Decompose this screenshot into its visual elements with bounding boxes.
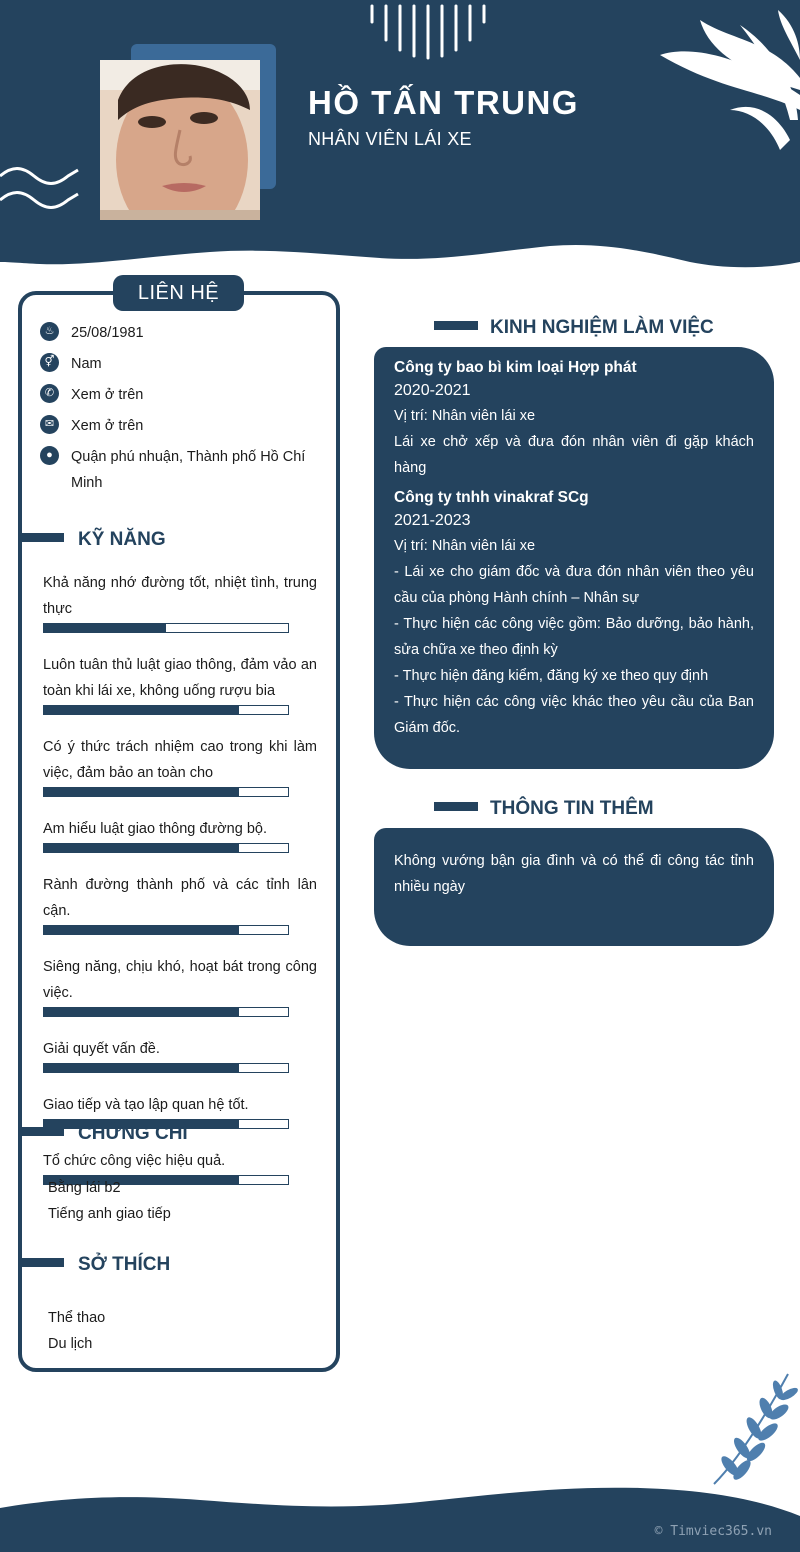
- hobby-item: Thể thao: [48, 1310, 106, 1326]
- contact-email: [38, 413, 328, 439]
- footer-background: [0, 1480, 800, 1552]
- skill-name: Giải quyết vấn đề.: [43, 1041, 160, 1057]
- contact-address: [38, 444, 328, 496]
- skill-name: Siêng năng, chịu khó, hoạt bát trong công việc.: [43, 959, 317, 1001]
- skill-bar: [43, 843, 289, 853]
- certificate-item: Bằng lái b2: [48, 1180, 121, 1196]
- skill-name: Rành đường thành phố và các tỉnh lân cận.: [43, 877, 317, 919]
- location-pin-icon: ●: [40, 446, 59, 465]
- skill-item: [43, 734, 317, 797]
- extra-info-heading-text: THÔNG TIN THÊM: [490, 798, 654, 819]
- contact-text[interactable]: Xem ở trên: [71, 418, 144, 434]
- skill-fill: [44, 926, 239, 934]
- heading-bar: [20, 1127, 64, 1136]
- hobbies-heading-text: SỞ THÍCH: [78, 1254, 171, 1275]
- contact-phone: [38, 382, 328, 408]
- skill-bar: [43, 1007, 289, 1017]
- leaf-branch-icon: [708, 1370, 798, 1490]
- hobby-item: Du lịch: [48, 1336, 93, 1352]
- certificates-list: [48, 1175, 318, 1227]
- skill-name: Có ý thức trách nhiệm cao trong khi làm việc, đảm bảo an toàn cho: [43, 739, 317, 781]
- heading-bar: [20, 1258, 64, 1267]
- job-entry: [394, 487, 754, 741]
- birthday-cake-icon: ♨: [40, 322, 59, 341]
- skills-heading-text: KỸ NĂNG: [78, 529, 166, 550]
- experience-heading: [434, 317, 714, 339]
- job-company: Công ty bao bì kim loại Hợp phát: [394, 359, 637, 376]
- heading-bar: [20, 533, 64, 542]
- contact-heading: LIÊN HỆ: [113, 275, 244, 311]
- phone-icon: ✆: [40, 384, 59, 403]
- header: [0, 0, 800, 275]
- extra-info-heading: [434, 798, 654, 820]
- gender-icon: ⚥: [40, 353, 59, 372]
- contact-text: 25/08/1981: [71, 325, 144, 341]
- skill-item: [43, 1036, 317, 1073]
- skills-list: [43, 570, 317, 1204]
- heading-bar: [434, 321, 478, 330]
- contact-text[interactable]: Xem ở trên: [71, 387, 144, 403]
- skill-bar: [43, 925, 289, 935]
- contact-text: Nam: [71, 356, 102, 372]
- skill-fill: [44, 844, 239, 852]
- contact-birthday: [38, 320, 328, 346]
- job-period: 2020-2021: [394, 382, 471, 399]
- experience-box: [374, 347, 774, 769]
- skill-name: Luôn tuân thủ luật giao thông, đảm vảo an toàn khi lái xe, không uống rượu bia: [43, 657, 317, 699]
- skill-fill: [44, 1008, 239, 1016]
- skills-heading: [20, 529, 166, 551]
- job-line: - Lái xe cho giám đốc và đưa đón nhân viên theo yêu cầu của phòng Hành chính – Nhân sự: [394, 564, 754, 606]
- skill-item: [43, 954, 317, 1017]
- skill-bar: [43, 787, 289, 797]
- contact-text: Quận phú nhuận, Thành phố Hồ Chí Minh: [71, 449, 306, 491]
- candidate-name: HỒ TẤN TRUNG: [308, 84, 579, 121]
- job-line: - Thực hiện đăng kiểm, đăng ký xe theo quy định: [394, 668, 709, 684]
- skill-name: Tổ chức công việc hiệu quả.: [43, 1153, 226, 1169]
- job-line: Vị trí: Nhân viên lái xe: [394, 408, 536, 424]
- skill-fill: [44, 788, 239, 796]
- job-line: - Thực hiện các công việc gồm: Bảo dưỡng, bảo hành, sửa chữa xe theo định kỳ: [394, 616, 754, 658]
- skill-item: [43, 816, 317, 853]
- job-line: - Thực hiện các công việc khác theo yêu cầu của Ban Giám đốc.: [394, 694, 754, 736]
- heading-bar: [434, 802, 478, 811]
- skill-bar: [43, 705, 289, 715]
- skill-bar: [43, 1063, 289, 1073]
- skill-item: [43, 652, 317, 715]
- skill-fill: [44, 624, 166, 632]
- contact-list: [38, 320, 328, 501]
- skill-bar: [43, 623, 289, 633]
- hobbies-heading: [20, 1254, 170, 1276]
- candidate-job-title: NHÂN VIÊN LÁI XE: [308, 129, 472, 149]
- job-company: Công ty tnhh vinakraf SCg: [394, 489, 589, 506]
- certificates-heading-text: CHỨNG CHỈ: [78, 1123, 188, 1144]
- job-line: Vị trí: Nhân viên lái xe: [394, 538, 536, 554]
- job-entry: [394, 357, 754, 481]
- extra-info-box: [374, 828, 774, 946]
- contact-gender: [38, 351, 328, 377]
- experience-heading-text: KINH NGHIỆM LÀM VIỆC: [490, 317, 714, 338]
- job-period: 2021-2023: [394, 512, 471, 529]
- email-icon: ✉: [40, 415, 59, 434]
- certificates-heading: [20, 1123, 188, 1145]
- skill-item: [43, 570, 317, 633]
- footer: [0, 1480, 800, 1552]
- skill-fill: [44, 1064, 239, 1072]
- skill-name: Khả năng nhớ đường tốt, nhiệt tình, trung thực: [43, 575, 317, 617]
- avatar: [100, 60, 260, 220]
- certificate-item: Tiếng anh giao tiếp: [48, 1206, 171, 1222]
- footer-credit[interactable]: © Timviec365.vn: [654, 1524, 772, 1539]
- job-line: Lái xe chở xếp và đưa đón nhân viên đi gặp khách hàng: [394, 434, 754, 476]
- extra-info-text: Không vướng bận gia đình và có thể đi công tác tỉnh nhiều ngày: [394, 853, 754, 895]
- hobbies-list: [48, 1305, 318, 1357]
- skill-item: [43, 872, 317, 935]
- skill-name: Giao tiếp và tạo lập quan hệ tốt.: [43, 1097, 249, 1113]
- skill-fill: [44, 706, 239, 714]
- skill-name: Am hiểu luật giao thông đường bộ.: [43, 821, 267, 837]
